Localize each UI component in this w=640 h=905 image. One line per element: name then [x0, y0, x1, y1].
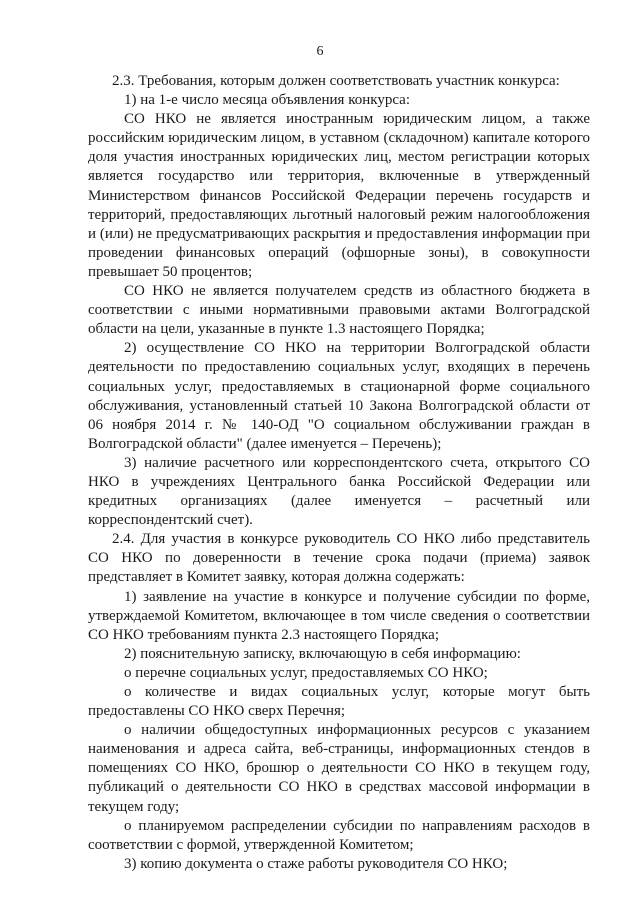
- paragraph-item-2: 2) осуществление СО НКО на территории Волгоградской области деятельности по предоставлению социальных услуг, входящих в перечень социальных услуг, предоставляемых в стационарной форме социального обслуживания, установленный статьей 10 Закона Волгоградской области от 06 ноября 2014 г. № 140-ОД "О социальном обслуживании граждан в Волгоградской области" (далее именуется – Перечень);: [88, 340, 590, 452]
- paragraph-budget-funds: СО НКО не является получателем средств из областного бюджета в соответствии с иными нормативными правовыми актами Волгоградской области на цели, указанные в пункте 1.3 настоящего Порядка;: [88, 283, 590, 338]
- paragraph-info-resources: о наличии общедоступных информационных ресурсов с указанием наименования и адреса сайта, веб-страницы, информационных стендов в помещениях СО НКО, брошюр о деятельности СО НКО в текущем году, публикаций о деятельности СО НКО в средствах массовой информации в текущем году;: [88, 722, 590, 815]
- paragraph-2-4: 2.4. Для участия в конкурсе руководитель СО НКО либо представитель СО НКО по доверенности в течение срока подачи (приема) заявок представляет в Комитет заявку, которая должна содержать:: [88, 531, 590, 586]
- paragraph-experience-copy: 3) копию документа о стаже работы руководителя СО НКО;: [124, 855, 508, 872]
- paragraph-services-extra: о количестве и видах социальных услуг, которые могут быть предоставлены СО НКО сверх Перечня;: [88, 684, 590, 720]
- page-number: 6: [316, 44, 324, 59]
- paragraph-2-3: 2.3. Требования, которым должен соответствовать участник конкурса:: [112, 73, 560, 89]
- paragraph-foreign-entity: СО НКО не является иностранным юридическим лицом, а также российским юридическим лицом, в уставном (складочном) капитале которого доля участия иностранных юридических лиц, местом регистрации которых является государство или территория, включенные в утвержденный Министерством финансов Российской Федерации перечень государств и территорий, предоставляющих льготный налоговый режим налогообложения и (или) не предусматривающих раскрытия и предоставления информации при проведении финансовых операций (офшорные зоны), в совокупности превышает 50 процентов;: [88, 111, 590, 280]
- paragraph-item-1: 1) на 1-е число месяца объявления конкурса:: [124, 92, 411, 109]
- paragraph-services-list: о перечне социальных услуг, предоставляемых СО НКО;: [124, 664, 488, 681]
- paragraph-explanatory-note: 2) пояснительную записку, включающую в себя информацию:: [124, 645, 521, 662]
- paragraph-item-3: 3) наличие расчетного или корреспондентского счета, открытого СО НКО в учреждениях Центрального банка Российской Федерации или кредитных организациях (далее именуется – расчетный или корреспондентский счет).: [88, 454, 590, 529]
- paragraph-subsidy-distribution: о планируемом распределении субсидии по направлениям расходов в соответствии с формой, утвержденной Комитетом;: [88, 817, 590, 853]
- document-body: [88, 72, 590, 874]
- paragraph-application: 1) заявление на участие в конкурсе и получение субсидии по форме, утверждаемой Комитетом, включающее в том числе сведения о соответствии СО НКО требованиям пункта 2.3 настоящего Порядка;: [88, 588, 590, 643]
